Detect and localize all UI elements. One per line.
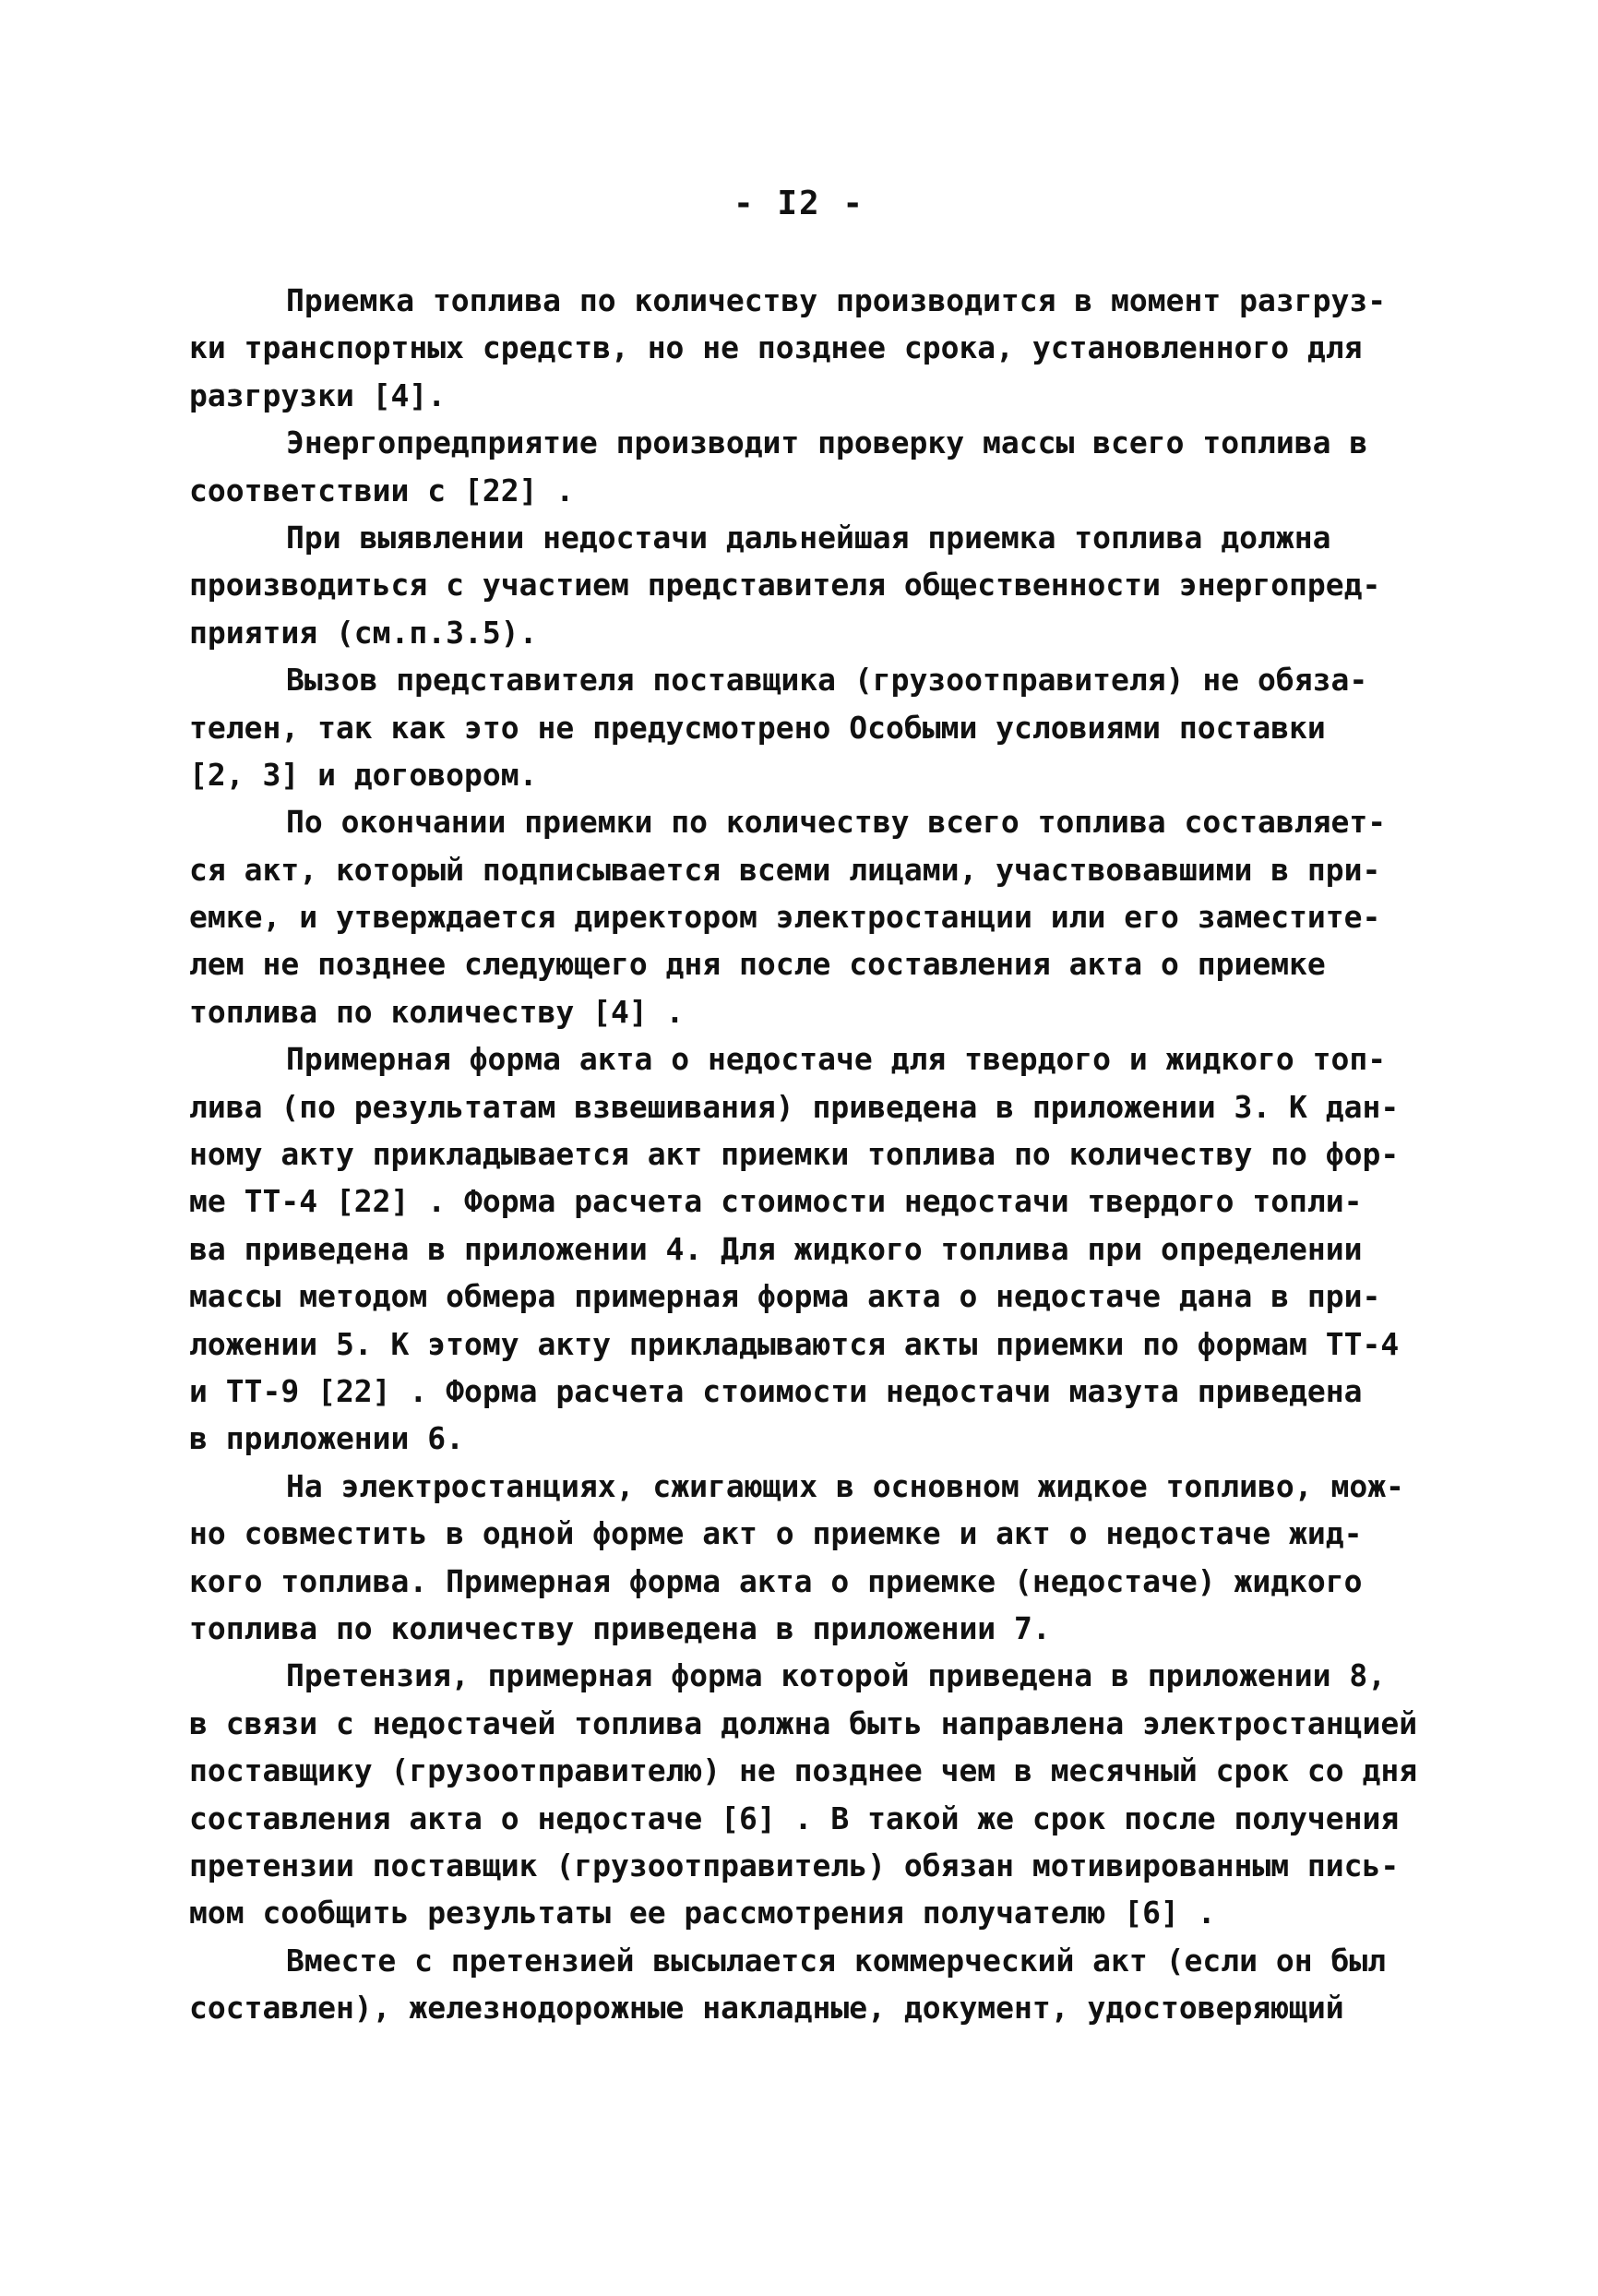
text-line: мом сообщить результаты ее рассмотрения получателю [6] . [189, 1895, 1216, 1931]
text-line: При выявлении недостачи дальнейшая приемка топлива должна [286, 519, 1331, 556]
text-line: топлива по количеству приведена в приложении 7. [189, 1609, 1051, 1646]
text-line: лива (по результатам взвешивания) приведена в приложении 3. К дан- [189, 1088, 1400, 1125]
text-line: Претензия, примерная форма которой приведена в приложении 8, [286, 1657, 1387, 1694]
text-line: составления акта о недостаче [6] . В такой же срок после получения [189, 1800, 1400, 1836]
text-line: массы методом обмера примерная форма акта о недостаче дана в при- [189, 1278, 1381, 1315]
text-line: Вместе с претензией высылается коммерческий акт (если он был [286, 1942, 1387, 1979]
text-line: лем не позднее следующего дня после составления акта о приемке [189, 946, 1326, 983]
page-number: - I2 - [733, 185, 865, 222]
text-line: в связи с недостачей топлива должна быть направлена электростанцией [189, 1704, 1418, 1741]
text-line: соответствии с [22] . [189, 472, 575, 508]
text-line: ложении 5. К этому акту прикладываются акты приемки по формам ТТ-4 [189, 1325, 1400, 1362]
text-line: но совместить в одной форме акт о приемке и акт о недостаче жид- [189, 1515, 1363, 1552]
document-body [189, 277, 1458, 2031]
text-line: емке, и утверждается директором электростанции или его заместите- [189, 899, 1381, 936]
text-line: ся акт, который подписывается всеми лицами, участвовавшими в при- [189, 851, 1381, 888]
text-line: и ТТ-9 [22] . Форма расчета стоимости недостачи мазута приведена [189, 1372, 1363, 1409]
text-line: ва приведена в приложении 4. Для жидкого топлива при определении [189, 1230, 1363, 1267]
text-line: Вызов представителя поставщика (грузоотправителя) не обяза- [286, 662, 1368, 699]
text-line: топлива по количеству [4] . [189, 993, 685, 1030]
text-line: По окончании приемки по количеству всего топлива составляет- [286, 804, 1387, 841]
text-line: производиться с участием представителя общественности энергопред- [189, 567, 1381, 604]
text-line: Приемка топлива по количеству производится в момент разгруз- [286, 282, 1387, 318]
text-line: приятия (см.п.3.5). [189, 614, 538, 651]
text-line: кого топлива. Примерная форма акта о приемке (недостаче) жидкого [189, 1562, 1363, 1599]
text-line: претензии поставщик (грузоотправитель) обязан мотивированным пись- [189, 1847, 1400, 1883]
text-line: поставщику (грузоотправителю) не позднее чем в месячный срок со дня [189, 1752, 1418, 1789]
text-line: На электростанциях, сжигающих в основном жидкое топливо, мож- [286, 1467, 1404, 1504]
text-line: ме ТТ-4 [22] . Форма расчета стоимости недостачи твердого топли- [189, 1183, 1363, 1220]
text-line: телен, так как это не предусмотрено Особыми условиями поставки [189, 709, 1326, 746]
text-line: разгрузки [4]. [189, 377, 447, 413]
text-line: составлен), железнодорожные накладные, документ, удостоверяющий [189, 1990, 1344, 2027]
text-line: ки транспортных средств, но не позднее срока, установленного для [189, 329, 1363, 366]
text-line: в приложении 6. [189, 1420, 465, 1457]
text-line: Энергопредприятие производит проверку массы всего топлива в [286, 425, 1368, 461]
text-line: [2, 3] и договором. [189, 756, 538, 793]
text-line: ному акту прикладывается акт приемки топлива по количеству по фор- [189, 1136, 1400, 1173]
text-line: Примерная форма акта о недостаче для твердого и жидкого топ- [286, 1041, 1387, 1078]
